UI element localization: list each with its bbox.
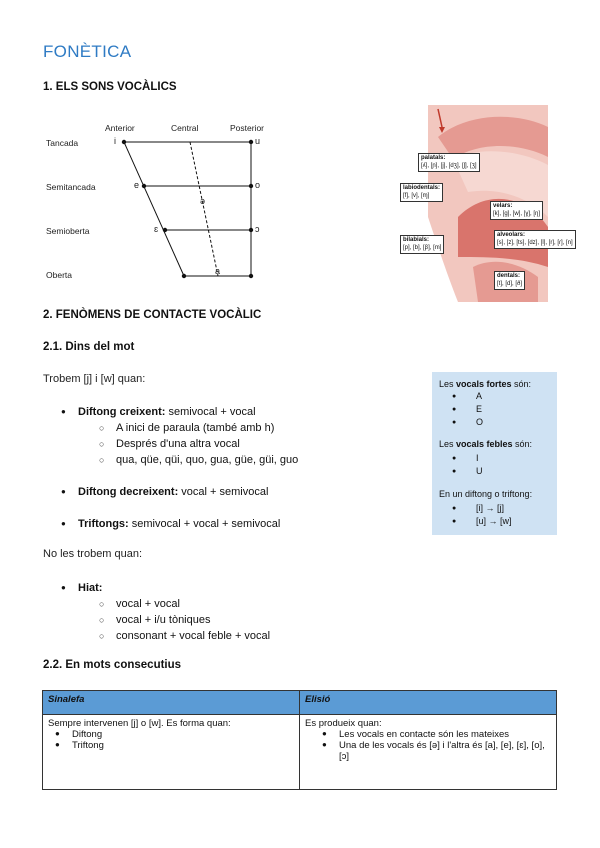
table-cell-sinalefa	[43, 715, 300, 790]
vowel-chart	[40, 118, 280, 288]
label-alveolars: alveolars: [s], [z], [ts], [dz], [l], [r], [ɾ], [n]	[494, 230, 576, 249]
page-title: FONÈTICA	[43, 42, 132, 61]
hiatus-list	[78, 580, 398, 644]
bullet: ●	[452, 505, 457, 512]
vowel-schwa: ə	[200, 196, 206, 206]
diphthong-rule: [u] → [w]	[476, 516, 512, 526]
table-row	[43, 715, 557, 790]
bullet: ●	[452, 419, 457, 426]
table-cell-elisio	[300, 715, 557, 790]
strong-vowel: O	[476, 417, 484, 427]
row-label-semioberta: Semioberta	[46, 226, 90, 236]
vowel-i: i	[114, 136, 116, 146]
vowel-e: e	[134, 180, 140, 190]
subsection-heading-within-word: 2.1. Dins del mot	[43, 341, 135, 353]
vowel-trapezoid	[40, 118, 280, 288]
strong-vowel: A	[476, 391, 483, 401]
sub-item: ○ vocal + i/u tòniques	[116, 612, 398, 628]
strong-vowels-heading: Les vocals fortes són:	[439, 379, 532, 389]
not-found-text: No les trobem quan:	[43, 548, 143, 560]
sinalefa-item: ● Triftong	[72, 740, 294, 751]
strong-vowel: E	[476, 404, 483, 414]
intro-text: Trobem [j] i [w] quan:	[43, 373, 146, 385]
vowel-a: a	[215, 266, 221, 276]
vowel-epsilon: ɛ	[154, 224, 159, 234]
row-label-oberta: Oberta	[46, 270, 72, 280]
row-label-semitancada: Semitancada	[46, 182, 96, 192]
label-bilabials: bilabials: [p], [b], [β], [m]	[400, 235, 444, 254]
row-label-tancada: Tancada	[46, 138, 79, 148]
diphthong-rule: [i] → [j]	[476, 503, 505, 513]
table-header-row	[43, 691, 557, 715]
column-label-central: Central	[171, 123, 199, 133]
bullet: ●	[452, 468, 457, 475]
sinalefa-item: ● Diftong	[72, 729, 294, 740]
table-header-sinalefa: Sinalefa	[43, 691, 300, 715]
elisio-intro: Es produeix quan:	[305, 718, 382, 729]
column-label-anterior: Anterior	[105, 123, 135, 133]
vowel-o: o	[255, 180, 261, 190]
list-item-falling-diphthong: ● Diftong decreixent: vocal + semivocal	[78, 484, 398, 500]
elisio-item: ● Una de les vocals és [ə] i l'altra és [a], [e], [ɛ], [o], [ɔ]	[339, 740, 551, 762]
bullet: ●	[452, 393, 457, 400]
articulation-diagram	[398, 97, 573, 302]
weak-vowel: U	[476, 466, 483, 476]
elisio-item: ● Les vocals en contacte són les mateixes	[339, 729, 551, 740]
sub-item: ○ qua, qüe, qüi, quo, gua, güe, güi, guo	[116, 452, 398, 468]
list-item-triphthongs: ● Triftongs: semivocal + vocal + semivocal	[78, 516, 398, 532]
vowel-u: u	[255, 136, 261, 146]
table-header-elisio: Elisió	[300, 691, 557, 715]
label-labiodentals: labiodentals: [f], [v], [ɱ]	[400, 183, 443, 202]
vowel-info-box	[432, 372, 557, 535]
section-heading-vowel-contact: 2. FENÒMENS DE CONTACTE VOCÀLIC	[43, 309, 262, 321]
section-heading-vowel-sounds: 1. ELS SONS VOCÀLICS	[43, 81, 177, 93]
weak-vowels-heading: Les vocals febles són:	[439, 439, 533, 449]
sub-item: ○ consonant + vocal feble + vocal	[116, 628, 398, 644]
diphthong-rule-heading: En un diftong o triftong:	[439, 489, 533, 499]
bullet: ●	[452, 518, 457, 525]
bullet: ●	[452, 455, 457, 462]
list-item-rising-diphthong: ● Diftong creixent: semivocal + vocal ○ A inici de paraula (també amb h) ○ Després d'una altra vocal ○ qua, qüe, qüi, quo, gua, güe, güi, guo	[78, 404, 398, 468]
subsection-heading-consecutive-words: 2.2. En mots consecutius	[43, 659, 182, 671]
sub-item: ○ Després d'una altra vocal	[116, 436, 398, 452]
label-velars: velars: [k], [g], [w], [ɣ], [ŋ]	[490, 201, 543, 220]
list-item-hiatus: ● Hiat: ○ vocal + vocal ○ vocal + i/u tòniques ○ consonant + vocal feble + vocal	[78, 580, 398, 644]
sinalefa-intro: Sempre intervenen [j] o [w]. Es forma quan:	[48, 718, 231, 729]
vowel-open-o: ɔ	[255, 224, 260, 234]
contact-table	[42, 690, 557, 790]
weak-vowel: I	[476, 453, 479, 463]
diphthong-list	[78, 404, 398, 532]
label-palatals: palatals: [ʎ], [ɲ], [j], [dʒ], [ʃ], [ʒ]	[418, 153, 480, 172]
bullet: ●	[452, 406, 457, 413]
sub-item: ○ A inici de paraula (també amb h)	[116, 420, 398, 436]
label-dentals: dentals: [t], [d], [ð]	[494, 271, 525, 290]
sub-item: ○ vocal + vocal	[116, 596, 398, 612]
column-label-posterior: Posterior	[230, 123, 265, 133]
